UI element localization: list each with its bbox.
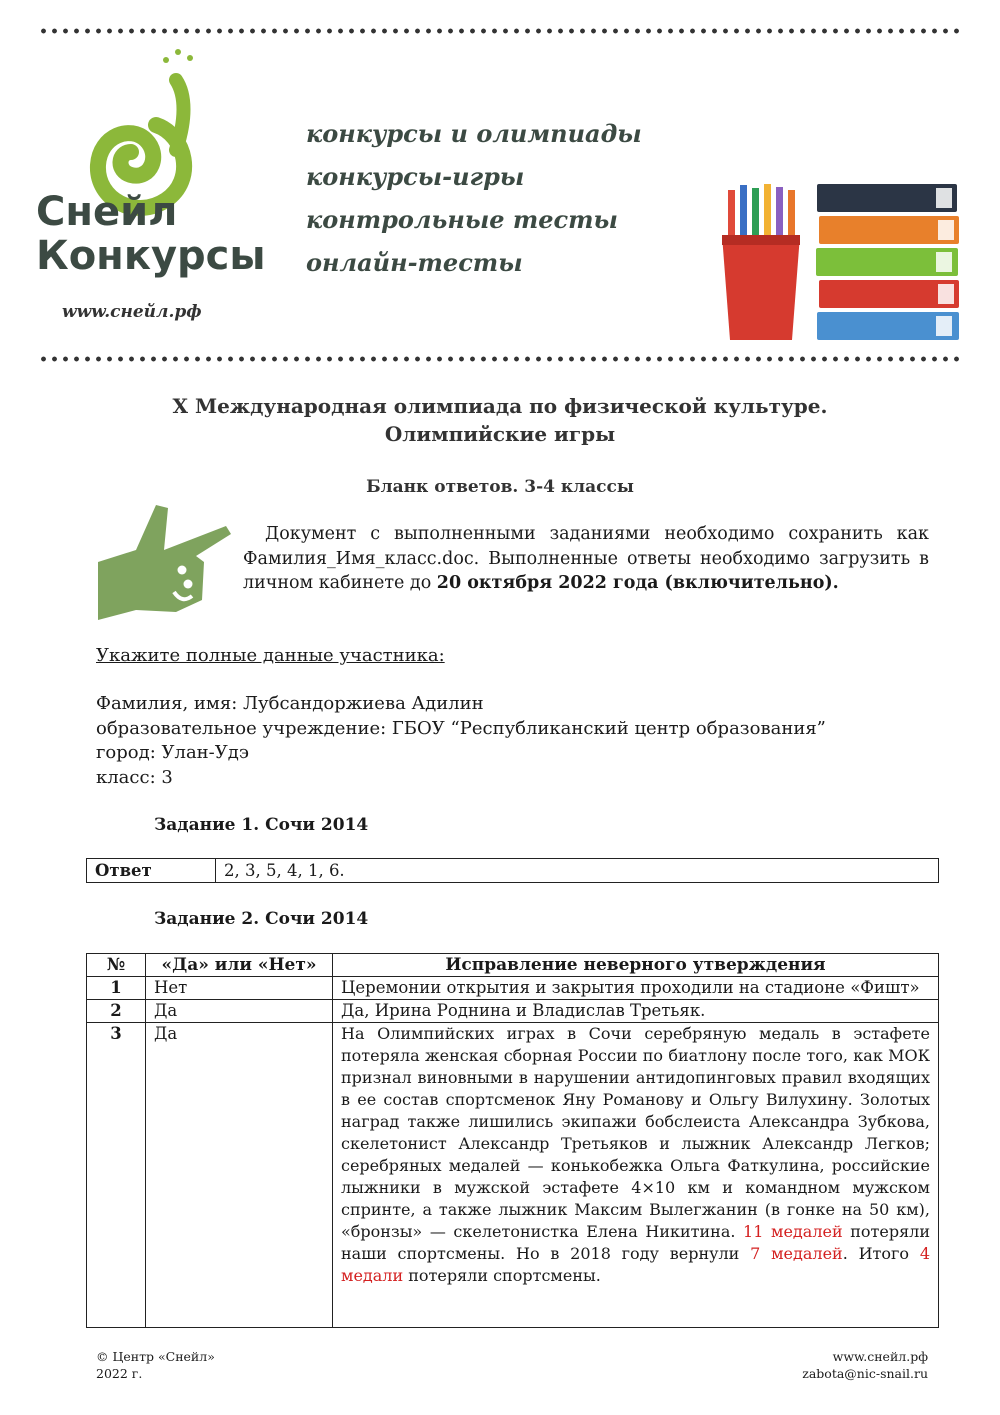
footer-copyright: © Центр «Снейл» (96, 1349, 215, 1364)
task1-answer-value: 2, 3, 5, 4, 1, 6. (216, 859, 939, 883)
row-number: 2 (87, 1000, 146, 1023)
row-correction (333, 1023, 939, 1328)
slogan-item: конкурсы-игры (306, 162, 525, 191)
table-row (87, 977, 939, 1000)
page-subtitle: Бланк ответов. 3-4 классы (366, 477, 634, 497)
column-header-yes-no: «Да» или «Нет» (146, 954, 333, 977)
pencils-and-books-icon (720, 180, 965, 345)
task1-title: Задание 1. Сочи 2014 (154, 815, 369, 835)
brand-name-line1: Снейл (36, 189, 178, 235)
brand-name-line2: Конкурсы (36, 233, 266, 279)
row-number: 1 (87, 977, 146, 1000)
slogan-item: контрольные тесты (306, 205, 618, 234)
row-answer: Да (146, 1023, 333, 1328)
slogan-item: онлайн-тесты (306, 248, 523, 277)
slogan-list (306, 112, 642, 284)
pointing-hand-icon (96, 500, 236, 622)
participant-info (96, 692, 826, 790)
footer-website-link[interactable]: www.снейл.рф (832, 1349, 928, 1364)
page-title-line1: X Международная олимпиада по физической культуре. (172, 394, 828, 418)
task2-title: Задание 2. Сочи 2014 (154, 909, 369, 929)
table-header-row (87, 954, 939, 977)
participant-school: образовательное учреждение: ГБОУ “Республиканский центр образования” (96, 717, 826, 739)
table-row (87, 1000, 939, 1023)
page-title-line2: Олимпийские игры (384, 422, 616, 446)
highlight-total-medals: 4 медали (341, 1244, 930, 1285)
correction-text: На Олимпийских играх в Сочи серебряную медаль в эстафете потеряла женская сборная России по биатлону после того, как МОК признал виновными в нарушении антидопинговых правил входящих в ее состав спортсменок Яну Романову и Ольгу Вилухину. Золотых наград также лишились экипажи бобслеиста Александра Зубкова, скелетонист Александр Третьяков и лыжник Александр Легков; серебряных медалей — конькобежка Ольга Фаткулина, российские лыжники в мужской эстафете 4×10 км и командном мужском спринте, а также лыжник Максим Вылегжанин (в гонке на 50 км), «бронзы» — скелетонистка Елена Никитина. (341, 1024, 930, 1241)
participant-grade: класс: 3 (96, 766, 173, 788)
instructions-notice (243, 522, 929, 596)
footer-year: 2022 г. (96, 1366, 143, 1381)
participant-heading: Укажите полные данные участника: (96, 645, 445, 666)
top-dotted-divider (38, 28, 964, 34)
participant-city: город: Улан-Удэ (96, 742, 249, 763)
brand-url: www.снейл.рф (62, 302, 202, 322)
row-answer: Нет (146, 977, 333, 1000)
row-answer: Да (146, 1000, 333, 1023)
footer-email-link[interactable]: zabota@nic-snail.ru (802, 1366, 928, 1381)
row-correction: Да, Ирина Роднина и Владислав Третьяк. (333, 1000, 939, 1023)
task1-answer-table (86, 858, 939, 883)
row-number: 3 (87, 1023, 146, 1328)
correction-text: потеряли наши спортсмены. Но в 2018 году вернули (341, 1222, 930, 1263)
slogan-item: конкурсы и олимпиады (306, 119, 642, 148)
row-correction: Церемонии открытия и закрытия проходили на стадионе «Фишт» (333, 977, 939, 1000)
footer-right (802, 1348, 928, 1382)
correction-text: потеряли спортсмены. (403, 1266, 601, 1285)
bottom-dotted-divider (38, 356, 964, 362)
correction-text: . Итого (842, 1244, 920, 1263)
task2-answer-table (86, 953, 939, 1328)
table-row (87, 859, 939, 883)
participant-name: Фамилия, имя: Лубсандоржиева Адилин (96, 693, 484, 714)
snail-logo-icon (36, 40, 266, 330)
table-row (87, 1023, 939, 1328)
highlight-lost-medals: 11 медалей (743, 1222, 843, 1241)
column-header-number: № (87, 954, 146, 977)
footer-left (96, 1348, 215, 1382)
notice-deadline: 20 октября 2022 года (включительно). (436, 573, 839, 593)
highlight-returned-medals: 7 медалей (750, 1244, 843, 1263)
column-header-correction: Исправление неверного утверждения (333, 954, 939, 977)
task1-answer-label: Ответ (87, 859, 216, 883)
notice-text: Документ с выполненными заданиями необходимо сохранить как Фамилия_Имя_класс.doc. Выполненные ответы необходимо загрузить в личном кабинете до (243, 524, 929, 593)
